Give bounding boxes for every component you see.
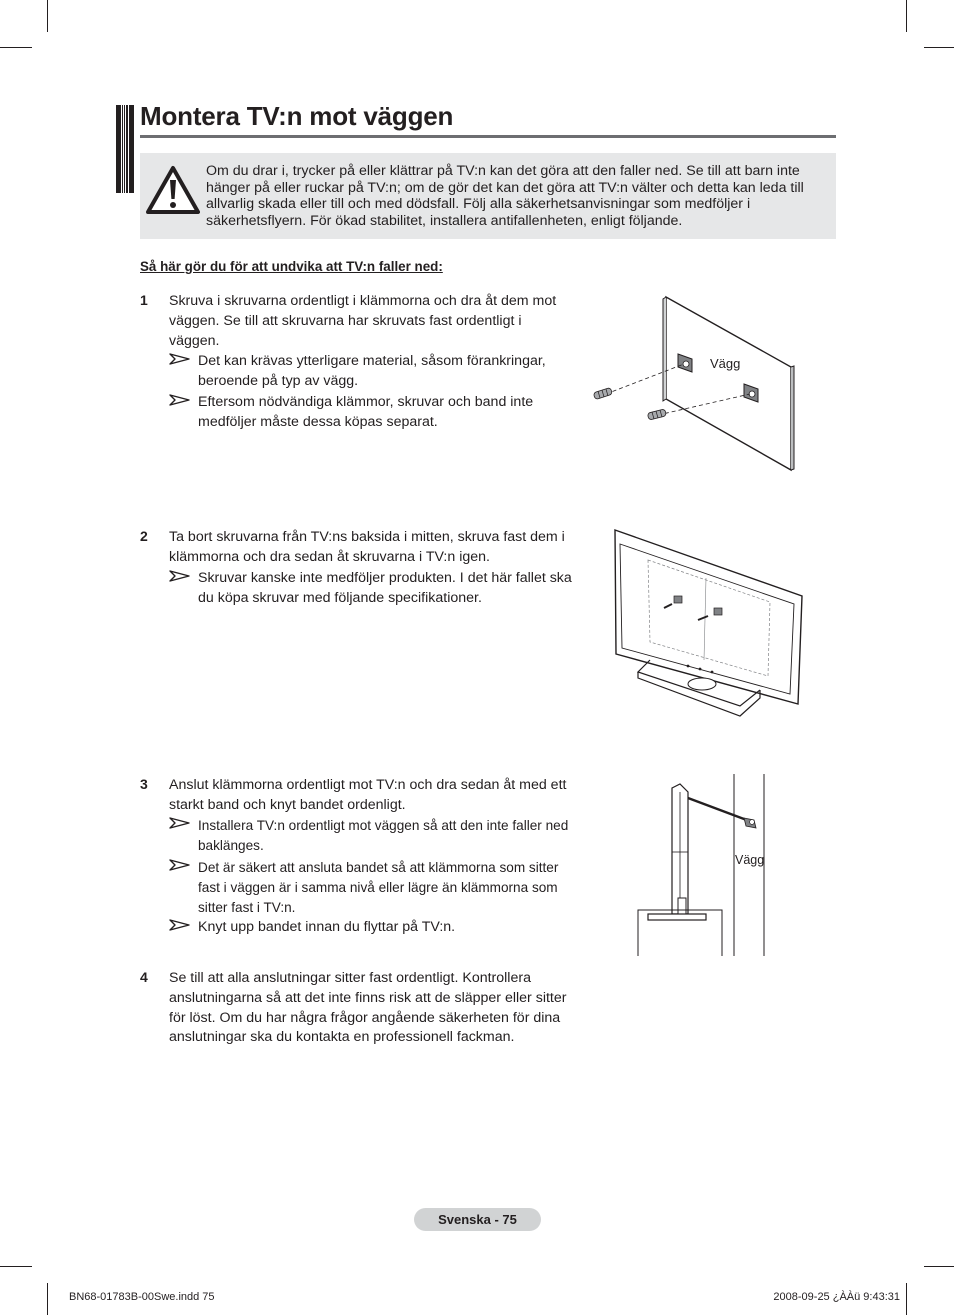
warning-triangle-icon [146,165,200,215]
note-arrow-icon [169,816,191,830]
note-text: Det kan krävas ytterligare material, såsom förankringar, beroende på typ av vägg. [198,353,546,389]
print-slug-file: BN68-01783B-00Swe.indd 75 [69,1291,215,1303]
page-title: Montera TV:n mot väggen [140,101,454,131]
title-rule [140,135,836,138]
crop-mark [924,1266,954,1267]
note-arrow-icon [169,569,191,583]
title-bars-decoration [116,105,134,193]
step-number: 4 [140,969,148,985]
tv-side-strap-illustration [630,770,770,960]
note [169,918,574,938]
crop-mark [906,1283,907,1315]
crop-mark [906,0,907,32]
tv-back-illustration [610,526,810,722]
crop-mark [47,1283,48,1315]
crop-mark [0,47,32,48]
step-number: 3 [140,776,148,792]
note-text: Eftersom nödvändiga klämmor, skruvar och band inte medföljer måste dessa köpas separat. [198,394,534,430]
note [169,569,574,609]
note-arrow-icon [169,393,191,407]
note-arrow-icon [169,858,191,872]
note-text: Det är säkert att ansluta bandet så att klämmorna som sitter fast i väggen är i samma nivå eller lägre än klämmorna som sitter fast i TV:n. [198,860,559,915]
wall-label: Vägg [710,356,741,371]
step-text: Se till att alla anslutningar sitter fast ordentligt. Kontrollera anslutningarna så att det inte finns risk att de släpper eller sitter för löst. Om du har några frågor angående säkerheten för dina anslutningar ska du kontakta en professionell fackman. [169,970,567,1046]
note [169,352,574,392]
page-number-badge: Svenska - 75 [414,1208,541,1231]
section-subheading: Så här gör du för att undvika att TV:n faller ned: [140,259,443,274]
note [169,393,574,433]
note [169,816,574,856]
clamp-icon [744,818,756,828]
step-text: Anslut klämmorna ordentligt mot TV:n och dra sedan åt med ett starkt band och knyt bandet ordenligt. [169,777,567,813]
note-text: Knyt upp bandet innan du flyttar på TV:n. [198,919,456,935]
note-text: Skruvar kanske inte medföljer produkten. I det här fallet ska du köpa skruvar med följande specifikationer. [198,570,572,606]
warning-text: Om du drar i, trycker på eller klättrar på TV:n kan det göra att den faller ned. Se till att barn inte hänger på eller ruckar på TV:n; om de gör det kan det göra att TV:n välter och detta kan leda till allvarlig skada eller till och med dödsfall. Följ alla säkerhetsanvisningar som medföljer i säkerhetsflyern. För ökad stabilitet, installera antifallenheten, enligt följande. [206,163,804,229]
wall-clamp-illustration [588,294,798,474]
warning-box [140,153,836,239]
crop-mark [0,1266,32,1267]
step-number: 2 [140,528,148,544]
step-number: 1 [140,292,148,308]
note [169,858,574,917]
crop-mark [47,0,48,32]
crop-mark [924,47,954,48]
screw-icon [647,409,666,420]
step-text: Ta bort skruvarna från TV:ns baksida i mitten, skruva fast dem i klämmorna och dra sedan åt skruvarna i TV:n igen. [169,529,565,565]
screw-icon [593,387,612,399]
note-arrow-icon [169,352,191,366]
step-text: Skruva i skruvarna ordentligt i klämmorna och dra åt dem mot väggen. Se till att skruvarna har skruvats fast ordentligt i väggen. [169,293,557,349]
note-text: Installera TV:n ordentligt mot väggen så att den inte faller ned baklänges. [198,818,569,853]
wall-label: Vägg [735,853,765,867]
note-arrow-icon [169,918,191,932]
print-slug-timestamp: 2008-09-25 ¿ÀÀü 9:43:31 [773,1291,900,1303]
